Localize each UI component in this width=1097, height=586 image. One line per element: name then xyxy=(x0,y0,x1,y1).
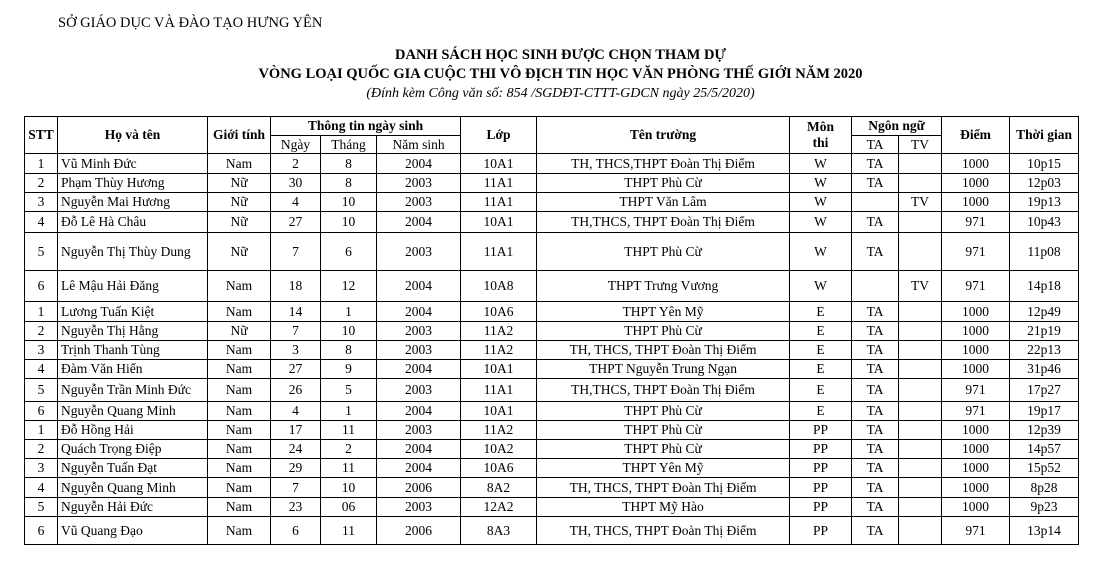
stt-cell: 2 xyxy=(25,440,58,459)
ta-cell: TA xyxy=(852,341,899,360)
time-cell: 13p14 xyxy=(1010,517,1079,545)
score-cell: 1000 xyxy=(942,174,1010,193)
month-cell: 1 xyxy=(321,402,377,421)
name-cell: Vũ Minh Đức xyxy=(58,154,208,174)
table-row xyxy=(25,193,1079,212)
subject-cell: E xyxy=(790,341,852,360)
day-cell: 7 xyxy=(271,478,321,498)
subject-cell: W xyxy=(790,212,852,233)
name-cell: Nguyễn Mai Hương xyxy=(58,193,208,212)
gender-cell: Nam xyxy=(208,360,271,379)
gender-cell: Nam xyxy=(208,498,271,517)
year-cell: 2006 xyxy=(377,478,461,498)
class-cell: 11A2 xyxy=(461,322,537,341)
school-cell: THPT Yên Mỹ xyxy=(537,302,790,322)
time-cell: 8p28 xyxy=(1010,478,1079,498)
score-cell: 1000 xyxy=(942,421,1010,440)
tv-cell xyxy=(899,421,942,440)
gender-cell: Nam xyxy=(208,379,271,402)
month-cell: 2 xyxy=(321,440,377,459)
class-cell: 11A1 xyxy=(461,233,537,271)
score-cell: 1000 xyxy=(942,302,1010,322)
name-cell: Đàm Văn Hiển xyxy=(58,360,208,379)
tv-cell xyxy=(899,440,942,459)
day-cell: 26 xyxy=(271,379,321,402)
tv-cell xyxy=(899,379,942,402)
gender-cell: Nam xyxy=(208,302,271,322)
score-cell: 971 xyxy=(942,233,1010,271)
stt-cell: 5 xyxy=(25,233,58,271)
col-header-subject xyxy=(790,117,852,154)
stt-cell: 1 xyxy=(25,154,58,174)
ta-cell: TA xyxy=(852,322,899,341)
stt-cell: 4 xyxy=(25,478,58,498)
class-cell: 11A2 xyxy=(461,421,537,440)
class-cell: 8A2 xyxy=(461,478,537,498)
day-cell: 3 xyxy=(271,341,321,360)
school-cell: THPT Phù Cừ xyxy=(537,421,790,440)
table-row xyxy=(25,174,1079,193)
school-cell: THPT Trưng Vương xyxy=(537,271,790,302)
name-cell: Đỗ Hồng Hải xyxy=(58,421,208,440)
year-cell: 2004 xyxy=(377,459,461,478)
day-cell: 18 xyxy=(271,271,321,302)
day-cell: 6 xyxy=(271,517,321,545)
name-cell: Nguyễn Quang Minh xyxy=(58,402,208,421)
table-row xyxy=(25,341,1079,360)
subject-cell: PP xyxy=(790,440,852,459)
ta-cell: TA xyxy=(852,360,899,379)
student-rows xyxy=(25,154,1079,545)
tv-cell xyxy=(899,174,942,193)
tv-cell xyxy=(899,322,942,341)
year-cell: 2004 xyxy=(377,360,461,379)
stt-cell: 3 xyxy=(25,459,58,478)
subject-cell: W xyxy=(790,174,852,193)
school-cell: TH, THCS, THPT Đoàn Thị Điểm xyxy=(537,478,790,498)
month-cell: 11 xyxy=(321,421,377,440)
school-cell: TH, THCS,THPT Đoàn Thị Điểm xyxy=(537,154,790,174)
class-cell: 10A1 xyxy=(461,154,537,174)
ta-cell: TA xyxy=(852,517,899,545)
ta-cell: TA xyxy=(852,421,899,440)
col-header-day: Ngày xyxy=(271,136,321,154)
col-header-subject-line2: thi xyxy=(812,135,829,150)
document-title-line2: VÒNG LOẠI QUỐC GIA CUỘC THI VÔ ĐỊCH TIN HỌC VĂN PHÒNG THẾ GIỚI NĂM 2020 xyxy=(258,66,863,82)
score-cell: 1000 xyxy=(942,322,1010,341)
col-header-month: Tháng xyxy=(321,136,377,154)
subject-cell: E xyxy=(790,360,852,379)
gender-cell: Nam xyxy=(208,459,271,478)
score-cell: 971 xyxy=(942,271,1010,302)
time-cell: 19p13 xyxy=(1010,193,1079,212)
class-cell: 10A2 xyxy=(461,440,537,459)
name-cell: Nguyễn Tuấn Đạt xyxy=(58,459,208,478)
score-cell: 1000 xyxy=(942,498,1010,517)
stt-cell: 6 xyxy=(25,402,58,421)
table-row xyxy=(25,517,1079,545)
month-cell: 10 xyxy=(321,322,377,341)
school-cell: THPT Nguyễn Trung Ngạn xyxy=(537,360,790,379)
ta-cell: TA xyxy=(852,459,899,478)
table-row xyxy=(25,440,1079,459)
col-header-subject-line1: Môn xyxy=(807,119,835,134)
gender-cell: Nam xyxy=(208,478,271,498)
department-name: SỞ GIÁO DỤC VÀ ĐÀO TẠO HƯNG YÊN xyxy=(58,15,323,31)
stt-cell: 3 xyxy=(25,193,58,212)
name-cell: Vũ Quang Đạo xyxy=(58,517,208,545)
subject-cell: E xyxy=(790,402,852,421)
class-cell: 10A6 xyxy=(461,459,537,478)
table-row xyxy=(25,360,1079,379)
gender-cell: Nam xyxy=(208,271,271,302)
table-row xyxy=(25,402,1079,421)
time-cell: 14p57 xyxy=(1010,440,1079,459)
class-cell: 10A1 xyxy=(461,212,537,233)
name-cell: Nguyễn Thị Hằng xyxy=(58,322,208,341)
time-cell: 19p17 xyxy=(1010,402,1079,421)
document-title-line1: DANH SÁCH HỌC SINH ĐƯỢC CHỌN THAM DỰ xyxy=(395,47,726,63)
time-cell: 12p39 xyxy=(1010,421,1079,440)
tv-cell xyxy=(899,360,942,379)
document-reference: (Đính kèm Công văn số: 854 /SGDĐT-CTTT-GDCN ngày 25/5/2020) xyxy=(366,86,755,101)
score-cell: 971 xyxy=(942,379,1010,402)
gender-cell: Nam xyxy=(208,517,271,545)
year-cell: 2004 xyxy=(377,440,461,459)
stt-cell: 4 xyxy=(25,360,58,379)
year-cell: 2004 xyxy=(377,402,461,421)
time-cell: 31p46 xyxy=(1010,360,1079,379)
name-cell: Nguyễn Quang Minh xyxy=(58,478,208,498)
score-cell: 1000 xyxy=(942,193,1010,212)
day-cell: 4 xyxy=(271,402,321,421)
subject-cell: PP xyxy=(790,517,852,545)
month-cell: 6 xyxy=(321,233,377,271)
tv-cell xyxy=(899,459,942,478)
month-cell: 12 xyxy=(321,271,377,302)
gender-cell: Nữ xyxy=(208,193,271,212)
time-cell: 14p18 xyxy=(1010,271,1079,302)
ta-cell xyxy=(852,193,899,212)
name-cell: Đỗ Lê Hà Châu xyxy=(58,212,208,233)
subject-cell: E xyxy=(790,379,852,402)
table-row xyxy=(25,459,1079,478)
tv-cell: TV xyxy=(899,271,942,302)
gender-cell: Nam xyxy=(208,421,271,440)
month-cell: 1 xyxy=(321,302,377,322)
school-cell: THPT Mỹ Hào xyxy=(537,498,790,517)
score-cell: 971 xyxy=(942,212,1010,233)
ta-cell: TA xyxy=(852,233,899,271)
subject-cell: PP xyxy=(790,478,852,498)
month-cell: 10 xyxy=(321,478,377,498)
gender-cell: Nữ xyxy=(208,322,271,341)
ta-cell: TA xyxy=(852,154,899,174)
day-cell: 30 xyxy=(271,174,321,193)
tv-cell xyxy=(899,302,942,322)
name-cell: Trịnh Thanh Tùng xyxy=(58,341,208,360)
tv-cell xyxy=(899,154,942,174)
year-cell: 2004 xyxy=(377,302,461,322)
stt-cell: 6 xyxy=(25,517,58,545)
day-cell: 29 xyxy=(271,459,321,478)
tv-cell xyxy=(899,341,942,360)
year-cell: 2003 xyxy=(377,341,461,360)
month-cell: 8 xyxy=(321,154,377,174)
stt-cell: 4 xyxy=(25,212,58,233)
year-cell: 2003 xyxy=(377,498,461,517)
class-cell: 10A1 xyxy=(461,402,537,421)
score-cell: 971 xyxy=(942,517,1010,545)
school-cell: TH, THCS, THPT Đoàn Thị Điểm xyxy=(537,517,790,545)
score-cell: 1000 xyxy=(942,341,1010,360)
year-cell: 2003 xyxy=(377,174,461,193)
stt-cell: 3 xyxy=(25,341,58,360)
tv-cell xyxy=(899,498,942,517)
stt-cell: 1 xyxy=(25,421,58,440)
subject-cell: PP xyxy=(790,459,852,478)
school-cell: THPT Phù Cừ xyxy=(537,233,790,271)
month-cell: 9 xyxy=(321,360,377,379)
school-cell: TH,THCS, THPT Đoàn Thị Điểm xyxy=(537,379,790,402)
subject-cell: W xyxy=(790,271,852,302)
subject-cell: E xyxy=(790,322,852,341)
year-cell: 2003 xyxy=(377,233,461,271)
subject-cell: PP xyxy=(790,421,852,440)
ta-cell xyxy=(852,271,899,302)
day-cell: 7 xyxy=(271,233,321,271)
table-row xyxy=(25,154,1079,174)
col-header-school: Tên trường xyxy=(537,117,790,154)
school-cell: THPT Phù Cừ xyxy=(537,322,790,341)
time-cell: 11p08 xyxy=(1010,233,1079,271)
time-cell: 15p52 xyxy=(1010,459,1079,478)
gender-cell: Nam xyxy=(208,402,271,421)
subject-cell: W xyxy=(790,193,852,212)
gender-cell: Nam xyxy=(208,154,271,174)
stt-cell: 1 xyxy=(25,302,58,322)
tv-cell: TV xyxy=(899,193,942,212)
subject-cell: W xyxy=(790,233,852,271)
stt-cell: 5 xyxy=(25,498,58,517)
day-cell: 7 xyxy=(271,322,321,341)
day-cell: 23 xyxy=(271,498,321,517)
score-cell: 1000 xyxy=(942,478,1010,498)
day-cell: 27 xyxy=(271,360,321,379)
year-cell: 2003 xyxy=(377,193,461,212)
class-cell: 11A1 xyxy=(461,174,537,193)
class-cell: 12A2 xyxy=(461,498,537,517)
school-cell: THPT Yên Mỹ xyxy=(537,459,790,478)
name-cell: Nguyễn Hải Đức xyxy=(58,498,208,517)
class-cell: 10A1 xyxy=(461,360,537,379)
name-cell: Quách Trọng Điệp xyxy=(58,440,208,459)
school-cell: TH,THCS, THPT Đoàn Thị Điểm xyxy=(537,212,790,233)
table-row xyxy=(25,233,1079,271)
col-header-time: Thời gian xyxy=(1010,117,1079,154)
month-cell: 10 xyxy=(321,212,377,233)
table-row xyxy=(25,478,1079,498)
time-cell: 22p13 xyxy=(1010,341,1079,360)
time-cell: 10p43 xyxy=(1010,212,1079,233)
table-row xyxy=(25,421,1079,440)
day-cell: 14 xyxy=(271,302,321,322)
name-cell: Phạm Thùy Hương xyxy=(58,174,208,193)
month-cell: 10 xyxy=(321,193,377,212)
gender-cell: Nữ xyxy=(208,174,271,193)
name-cell: Nguyễn Thị Thùy Dung xyxy=(58,233,208,271)
month-cell: 06 xyxy=(321,498,377,517)
class-cell: 10A6 xyxy=(461,302,537,322)
year-cell: 2003 xyxy=(377,322,461,341)
month-cell: 8 xyxy=(321,174,377,193)
table-row xyxy=(25,271,1079,302)
col-header-dob-group: Thông tin ngày sinh xyxy=(271,117,461,136)
day-cell: 2 xyxy=(271,154,321,174)
tv-cell xyxy=(899,478,942,498)
school-cell: THPT Phù Cừ xyxy=(537,174,790,193)
name-cell: Lê Mậu Hải Đăng xyxy=(58,271,208,302)
ta-cell: TA xyxy=(852,478,899,498)
month-cell: 11 xyxy=(321,459,377,478)
stt-cell: 6 xyxy=(25,271,58,302)
month-cell: 5 xyxy=(321,379,377,402)
day-cell: 4 xyxy=(271,193,321,212)
col-header-gender: Giới tính xyxy=(208,117,271,154)
time-cell: 12p03 xyxy=(1010,174,1079,193)
gender-cell: Nữ xyxy=(208,212,271,233)
col-header-tv: TV xyxy=(899,136,942,154)
time-cell: 12p49 xyxy=(1010,302,1079,322)
class-cell: 8A3 xyxy=(461,517,537,545)
gender-cell: Nam xyxy=(208,341,271,360)
col-header-class: Lớp xyxy=(461,117,537,154)
name-cell: Lương Tuấn Kiệt xyxy=(58,302,208,322)
subject-cell: PP xyxy=(790,498,852,517)
col-header-year: Năm sinh xyxy=(377,136,461,154)
stt-cell: 2 xyxy=(25,322,58,341)
score-cell: 1000 xyxy=(942,440,1010,459)
table-row xyxy=(25,322,1079,341)
col-header-score: Điểm xyxy=(942,117,1010,154)
score-cell: 1000 xyxy=(942,459,1010,478)
ta-cell: TA xyxy=(852,174,899,193)
class-cell: 11A1 xyxy=(461,193,537,212)
score-cell: 971 xyxy=(942,402,1010,421)
year-cell: 2003 xyxy=(377,421,461,440)
table-row xyxy=(25,498,1079,517)
tv-cell xyxy=(899,212,942,233)
ta-cell: TA xyxy=(852,402,899,421)
table-row xyxy=(25,212,1079,233)
col-header-language-group: Ngôn ngữ xyxy=(852,117,942,136)
score-cell: 1000 xyxy=(942,360,1010,379)
col-header-ta: TA xyxy=(852,136,899,154)
class-cell: 10A8 xyxy=(461,271,537,302)
year-cell: 2006 xyxy=(377,517,461,545)
tv-cell xyxy=(899,517,942,545)
school-cell: THPT Phù Cừ xyxy=(537,402,790,421)
time-cell: 10p15 xyxy=(1010,154,1079,174)
tv-cell xyxy=(899,233,942,271)
subject-cell: E xyxy=(790,302,852,322)
day-cell: 24 xyxy=(271,440,321,459)
month-cell: 8 xyxy=(321,341,377,360)
table-row xyxy=(25,379,1079,402)
ta-cell: TA xyxy=(852,302,899,322)
gender-cell: Nam xyxy=(208,440,271,459)
score-cell: 1000 xyxy=(942,154,1010,174)
school-cell: TH, THCS, THPT Đoàn Thị Điểm xyxy=(537,341,790,360)
ta-cell: TA xyxy=(852,379,899,402)
col-header-stt: STT xyxy=(25,117,58,154)
tv-cell xyxy=(899,402,942,421)
time-cell: 9p23 xyxy=(1010,498,1079,517)
year-cell: 2003 xyxy=(377,379,461,402)
year-cell: 2004 xyxy=(377,212,461,233)
time-cell: 21p19 xyxy=(1010,322,1079,341)
year-cell: 2004 xyxy=(377,154,461,174)
name-cell: Nguyễn Trần Minh Đức xyxy=(58,379,208,402)
subject-cell: W xyxy=(790,154,852,174)
ta-cell: TA xyxy=(852,440,899,459)
school-cell: THPT Văn Lâm xyxy=(537,193,790,212)
gender-cell: Nữ xyxy=(208,233,271,271)
ta-cell: TA xyxy=(852,212,899,233)
class-cell: 11A2 xyxy=(461,341,537,360)
day-cell: 17 xyxy=(271,421,321,440)
table-row xyxy=(25,302,1079,322)
stt-cell: 5 xyxy=(25,379,58,402)
school-cell: THPT Phù Cừ xyxy=(537,440,790,459)
ta-cell: TA xyxy=(852,498,899,517)
year-cell: 2004 xyxy=(377,271,461,302)
class-cell: 11A1 xyxy=(461,379,537,402)
stt-cell: 2 xyxy=(25,174,58,193)
student-list-table xyxy=(24,116,1079,545)
time-cell: 17p27 xyxy=(1010,379,1079,402)
col-header-name: Họ và tên xyxy=(58,117,208,154)
day-cell: 27 xyxy=(271,212,321,233)
month-cell: 11 xyxy=(321,517,377,545)
